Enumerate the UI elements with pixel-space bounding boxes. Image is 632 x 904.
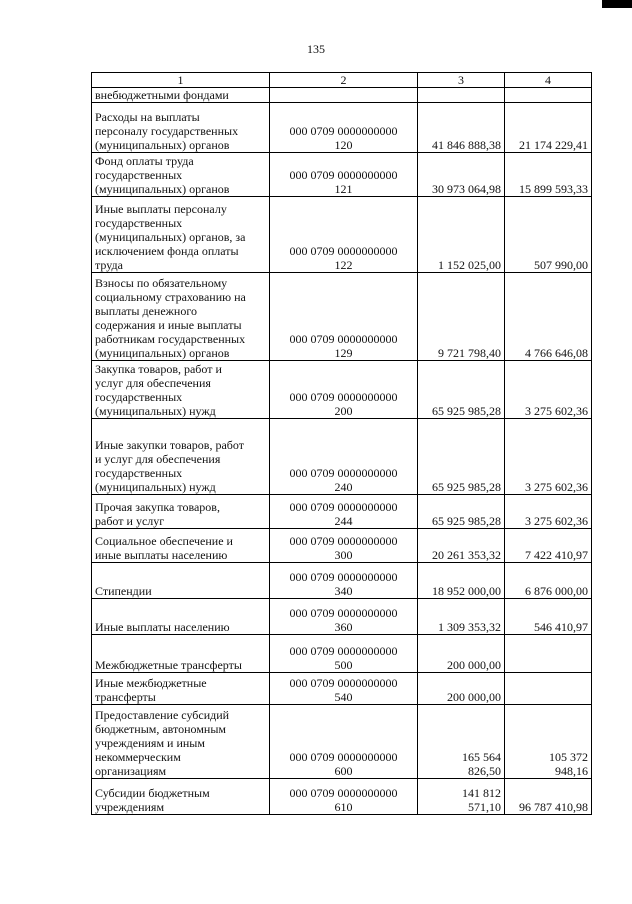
cell-line: 000 0709 0000000000 [289, 168, 398, 182]
row-code [270, 153, 418, 197]
row-value-col3 [418, 705, 505, 779]
row-value-col4 [505, 705, 592, 779]
table-row [92, 273, 592, 361]
cell-line: государственных [95, 168, 183, 182]
cell-line: 9 721 798,40 [438, 346, 501, 360]
table-row [92, 153, 592, 197]
cell-line: содержания и иные выплаты [95, 318, 242, 332]
cell-line: Иные выплаты населению [95, 620, 230, 634]
cell-line: Стипендии [95, 584, 152, 598]
cell-line: 000 0709 0000000000 [289, 124, 398, 138]
cell-line: работникам государственных [95, 332, 246, 346]
cell-line: персоналу государственных [95, 124, 239, 138]
cell-line: 000 0709 0000000000 [289, 332, 398, 346]
table-row [92, 563, 592, 599]
cell-line: 300 [334, 548, 353, 562]
cell-line: государственных [95, 390, 183, 404]
table-row [92, 361, 592, 419]
row-value-col4 [505, 563, 592, 599]
row-name [92, 361, 270, 419]
header-col-3: 3 [418, 73, 505, 88]
cell-line: 000 0709 0000000000 [289, 390, 398, 404]
row-code [270, 529, 418, 563]
row-code [270, 273, 418, 361]
cell-line: трансферты [95, 690, 156, 704]
cell-line: 571,10 [468, 800, 501, 814]
cell-line: учреждениям [95, 800, 165, 814]
row-value-col4 [505, 779, 592, 815]
cell-line: 546 410,97 [534, 620, 588, 634]
cell-line: 4 766 646,08 [525, 346, 588, 360]
row-value-col3 [418, 635, 505, 673]
header-col-1: 1 [92, 73, 270, 88]
row-name [92, 495, 270, 529]
row-code [270, 563, 418, 599]
table-row [92, 705, 592, 779]
cell-line: 540 [334, 690, 353, 704]
cell-line: Предоставление субсидий [95, 708, 230, 722]
cell-line: 65 925 985,28 [432, 514, 501, 528]
row-value-col3 [418, 273, 505, 361]
cell-line: 000 0709 0000000000 [289, 606, 398, 620]
row-name [92, 563, 270, 599]
empty-cell [418, 88, 505, 103]
table-row [92, 599, 592, 635]
cell-line: 200 000,00 [447, 690, 501, 704]
row-name [92, 103, 270, 153]
row-name [92, 673, 270, 705]
cell-line: 244 [334, 514, 353, 528]
cell-line: 000 0709 0000000000 [289, 466, 398, 480]
table-row [92, 495, 592, 529]
cell-line: 000 0709 0000000000 [289, 534, 398, 548]
cell-line: Субсидии бюджетным [95, 786, 210, 800]
row-value-col4 [505, 495, 592, 529]
table-row [92, 197, 592, 273]
row-value-col3 [418, 361, 505, 419]
cell-line: государственных [95, 466, 183, 480]
row-value-col4 [505, 361, 592, 419]
cell-line: (муниципальных) органов [95, 182, 230, 196]
cell-line: выплаты денежного [95, 304, 197, 318]
row-code [270, 599, 418, 635]
cell-line: 96 787 410,98 [519, 800, 588, 814]
row-value-col4 [505, 273, 592, 361]
cell-line: Межбюджетные трансферты [95, 658, 242, 672]
cell-line: 826,50 [468, 764, 501, 778]
cell-line: Иные закупки товаров, работ [95, 438, 244, 452]
row-value-col4 [505, 529, 592, 563]
cell-line: некоммерческим [95, 750, 181, 764]
cell-line: 3 275 602,36 [525, 514, 588, 528]
cell-line: (муниципальных) органов [95, 138, 230, 152]
row-name [92, 599, 270, 635]
cell-line: 121 [334, 182, 353, 196]
cell-line: 18 952 000,00 [432, 584, 501, 598]
row-value-col3 [418, 529, 505, 563]
cell-line: 30 973 064,98 [432, 182, 501, 196]
cell-line: (муниципальных) нужд [95, 480, 216, 494]
cell-line: услуг для обеспечения [95, 376, 211, 390]
cell-line: 15 899 593,33 [519, 182, 588, 196]
row-value-col3 [418, 779, 505, 815]
budget-table [91, 72, 592, 815]
row-value-col4 [505, 153, 592, 197]
table-row [92, 635, 592, 673]
cell-line: 000 0709 0000000000 [289, 676, 398, 690]
cell-line: Социальное обеспечение и [95, 534, 233, 548]
cell-line: 000 0709 0000000000 [289, 786, 398, 800]
cell-line: 610 [334, 800, 353, 814]
cell-line: 600 [334, 764, 353, 778]
cell-line: 000 0709 0000000000 [289, 750, 398, 764]
cell-line: 3 275 602,36 [525, 480, 588, 494]
header-row [92, 73, 592, 88]
cell-line: 129 [334, 346, 353, 360]
row-code [270, 705, 418, 779]
table-row [92, 529, 592, 563]
row-value-col3 [418, 103, 505, 153]
cell-line: 200 000,00 [447, 658, 501, 672]
cell-line: 1 152 025,00 [438, 258, 501, 272]
table-row [92, 779, 592, 815]
cell-line: 000 0709 0000000000 [289, 500, 398, 514]
table-row [92, 673, 592, 705]
cell-line: (муниципальных) нужд [95, 404, 216, 418]
cell-line: 500 [334, 658, 353, 672]
row-value-col3 [418, 563, 505, 599]
row-code [270, 673, 418, 705]
row-code [270, 779, 418, 815]
cell-line: 000 0709 0000000000 [289, 644, 398, 658]
row-name [92, 153, 270, 197]
row-value-col3 [418, 419, 505, 495]
cell-line: (муниципальных) органов [95, 346, 230, 360]
empty-cell [270, 88, 418, 103]
cell-line: бюджетным, автономным [95, 722, 226, 736]
cell-line: 507 990,00 [534, 258, 588, 272]
cell-line: Взносы по обязательному [95, 276, 228, 290]
cell-line: 65 925 985,28 [432, 480, 501, 494]
row-code [270, 361, 418, 419]
row-code [270, 419, 418, 495]
continuation-row [92, 88, 592, 103]
table-row [92, 419, 592, 495]
row-value-col3 [418, 673, 505, 705]
cell-line: и услуг для обеспечения [95, 452, 221, 466]
cell-line: 000 0709 0000000000 [289, 244, 398, 258]
cell-line: работ и услуг [95, 514, 165, 528]
row-value-col3 [418, 153, 505, 197]
row-code [270, 103, 418, 153]
cell-line: Иные межбюджетные [95, 676, 207, 690]
cell-line: исключением фонда оплаты [95, 244, 239, 258]
row-value-col4 [505, 419, 592, 495]
cell-line: Иные выплаты персоналу [95, 202, 227, 216]
row-name [92, 779, 270, 815]
cell-line: 20 261 353,32 [432, 548, 501, 562]
cell-line: труда [95, 258, 123, 272]
row-name [92, 635, 270, 673]
page-number: 135 [307, 42, 325, 56]
row-name [92, 419, 270, 495]
cell-line: 120 [334, 138, 353, 152]
row-code [270, 197, 418, 273]
cell-line: 340 [334, 584, 353, 598]
cell-line: 240 [334, 480, 353, 494]
cell-line: 105 372 [549, 750, 588, 764]
row-code [270, 635, 418, 673]
cell-line: 6 876 000,00 [525, 584, 588, 598]
cell-line: учреждениям и иным [95, 736, 205, 750]
cell-line: 41 846 888,38 [432, 138, 501, 152]
row-value-col3 [418, 495, 505, 529]
empty-cell [505, 88, 592, 103]
row-value-col4 [505, 673, 592, 705]
row-value-col4 [505, 197, 592, 273]
cell-line: 360 [334, 620, 353, 634]
cell-line: 122 [334, 258, 353, 272]
cell-line: 65 925 985,28 [432, 404, 501, 418]
cell-line: социальному страхованию на [95, 290, 246, 304]
corner-mark [602, 0, 632, 8]
cell-line: Прочая закупка товаров, [95, 500, 220, 514]
header-col-4: 4 [505, 73, 592, 88]
cell-line: 948,16 [555, 764, 588, 778]
continuation-text: внебюджетными фондами [92, 88, 270, 103]
cell-line: 200 [334, 404, 353, 418]
table-row [92, 103, 592, 153]
cell-line: 000 0709 0000000000 [289, 570, 398, 584]
cell-line: (муниципальных) органов, за [95, 230, 246, 244]
cell-line: 21 174 229,41 [519, 138, 588, 152]
row-name [92, 705, 270, 779]
row-name [92, 197, 270, 273]
row-code [270, 495, 418, 529]
cell-line: организациям [95, 764, 167, 778]
cell-line: государственных [95, 216, 183, 230]
row-value-col4 [505, 635, 592, 673]
cell-line: Фонд оплаты труда [95, 154, 194, 168]
row-value-col4 [505, 599, 592, 635]
cell-line: 165 564 [462, 750, 501, 764]
cell-line: Расходы на выплаты [95, 110, 200, 124]
row-value-col3 [418, 197, 505, 273]
row-value-col4 [505, 103, 592, 153]
cell-line: 7 422 410,97 [525, 548, 588, 562]
row-name [92, 273, 270, 361]
row-name [92, 529, 270, 563]
cell-line: иные выплаты населению [95, 548, 228, 562]
row-value-col3 [418, 599, 505, 635]
cell-line: 1 309 353,32 [438, 620, 501, 634]
cell-line: 141 812 [462, 786, 501, 800]
cell-line: 3 275 602,36 [525, 404, 588, 418]
cell-line: Закупка товаров, работ и [95, 362, 222, 376]
header-col-2: 2 [270, 73, 418, 88]
